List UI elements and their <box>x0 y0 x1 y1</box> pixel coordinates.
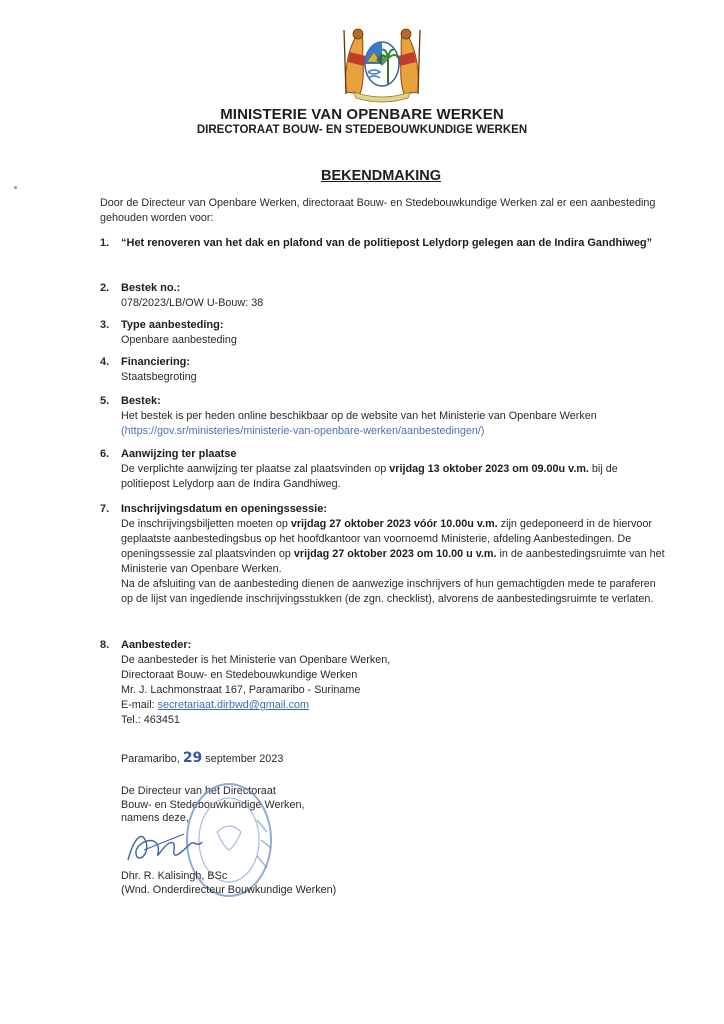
text-run: De inschrijvingsbiljetten moeten op <box>121 518 291 530</box>
signer-role: (Wnd. Onderdirecteur Bouwkundige Werken) <box>121 883 337 896</box>
text-run: De verplichte aanwijzing ter plaatse zal plaatsvinden op <box>121 463 390 475</box>
place: Paramaribo, <box>121 753 183 765</box>
website-link[interactable]: (https://gov.sr/ministeries/ministerie-van-openbare-werken/aanbestedingen/) <box>121 425 485 437</box>
suriname-coat-of-arms-icon <box>336 22 428 104</box>
item-number: 2. <box>100 282 110 294</box>
opening-session-date: vrijdag 27 oktober 2023 om 10.00 u v.m. <box>293 548 497 560</box>
item-heading: Financiering: <box>121 356 191 368</box>
email-label: E-mail: <box>121 699 158 711</box>
tender-type: Openbare aanbesteding <box>121 334 237 346</box>
handwritten-day: 29 <box>182 750 203 766</box>
financing: Staatsbegroting <box>121 371 197 383</box>
scan-speck <box>14 186 17 189</box>
intro-paragraph: Door de Directeur van Openbare Werken, directoraat Bouw- en Stedebouwkundige Werken zal er een aanbesteding gehouden worden voor: <box>100 197 656 224</box>
item-number: 6. <box>100 448 110 460</box>
contracting-authority: De aanbesteder is het Ministerie van Openbare Werken, <box>121 654 391 666</box>
checklist-paragraph: Na de afsluiting van de aanbesteding dienen de aanwezige inschrijvers of hun gemachtigden mede te paraferen op de lijst van ingediende inschrijvingsstukken (de zgn. checklist), alvorens de aanbestedingsruimte te verlaten. <box>121 578 656 605</box>
text-run: bij de politiepost Lelydorp aan de Indira Gandhiweg. <box>121 463 618 490</box>
item-heading: Aanwijzing ter plaatse <box>121 448 237 460</box>
sign-line-2: Bouw- en Stedebouwkundige Werken, <box>121 798 305 811</box>
item-number: 8. <box>100 639 110 651</box>
item-number: 1. <box>100 237 110 249</box>
phone-line: Tel.: 463451 <box>121 714 180 726</box>
item-heading: Bestek: <box>121 395 161 407</box>
signer-name: Dhr. R. Kalisingh, BSc <box>121 870 228 882</box>
document-title: BEKENDMAKING <box>320 168 442 184</box>
address-line: Mr. J. Lachmonstraat 167, Paramaribo - Suriname <box>121 684 361 696</box>
email-line <box>121 698 669 713</box>
sign-line-3: namens deze, <box>121 812 189 824</box>
month-year: september 2023 <box>202 753 284 765</box>
handwritten-signature-icon <box>124 820 214 870</box>
item-heading: Bestek no.: <box>121 282 181 294</box>
directorate-line: Directoraat Bouw- en Stedebouwkundige Werken <box>121 669 358 681</box>
item-number: 5. <box>100 395 110 407</box>
submission-deadline: vrijdag 27 oktober 2023 vóór 10.00u v.m. <box>290 518 498 530</box>
directorate-name: DIRECTORAAT BOUW- EN STEDEBOUWKUNDIGE WERKEN <box>196 124 528 136</box>
ministry-name: MINISTERIE VAN OPENBARE WERKEN <box>220 106 504 123</box>
text-run: in de aanbestedingsruimte van het Ministerie van Openbare Werken. <box>121 548 665 575</box>
email-link[interactable]: secretariaat.dirbwd@gmail.com <box>157 699 309 711</box>
item-heading: Aanbesteder: <box>121 639 192 651</box>
text-run: zijn gedeponeerd in de hiervoor geplaatste aanbestedingsbus op het hoofdkantoor van voornoemd Ministerie, afdeling Aanbestedingen. De openingssessie zal plaatsvinden op <box>121 518 652 560</box>
signer-block <box>121 870 441 897</box>
project-title: “Het renoveren van het dak en plafond van de politiepost Lelydorp gelegen aan de Indira Gandhiweg” <box>121 237 653 249</box>
site-visit-date: vrijdag 13 oktober 2023 om 09.00u v.m. <box>389 463 589 475</box>
item-number: 3. <box>100 319 110 331</box>
sign-line-1: De Directeur van het Directoraat <box>121 785 276 797</box>
item-heading: Inschrijvingsdatum en openingssessie: <box>121 503 327 515</box>
bestek-number: 078/2023/LB/OW U-Bouw: 38 <box>121 297 264 309</box>
item-number: 4. <box>100 356 110 368</box>
site-visit-text <box>121 462 669 492</box>
bestek-availability: Het bestek is per heden online beschikbaar op de website van het Ministerie van Openbare Werken <box>121 410 597 422</box>
item-number: 7. <box>100 503 110 515</box>
submission-text <box>121 517 669 577</box>
item-heading: Type aanbesteding: <box>121 319 224 331</box>
place-date <box>121 750 283 766</box>
